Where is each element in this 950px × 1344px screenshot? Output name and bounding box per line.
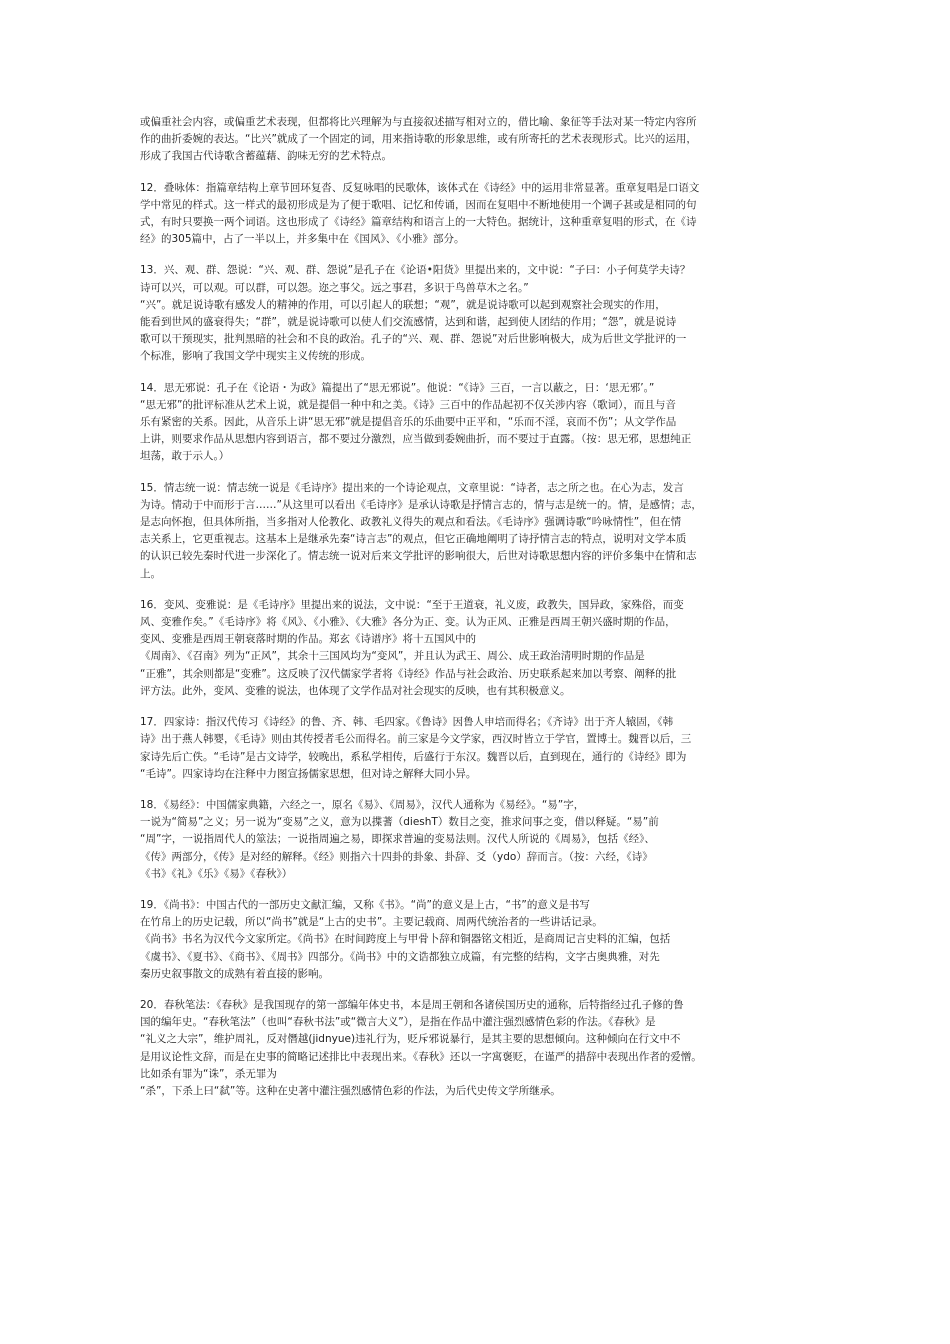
text-line: 18．《易经》：中国儒家典籍，六经之一，原名《易》、《周易》，汉代人通称为《易经》。“易”字， <box>140 798 585 811</box>
text-line: 上讲，则要求作品从思想内容到语言，都不要过分激烈，应当做到委婉曲折，而不要过于直露。（按：思无邪，思想纯正 <box>140 433 692 446</box>
text-line: 坦荡，敢于示人。） <box>140 450 230 463</box>
text-line: 评方法。此外，变风、变雅的说法，也体现了文学作品对社会现实的反映，也有其积极意义。 <box>140 684 571 697</box>
text-line: 家诗先后亡佚。“毛诗”是古文诗学，较晚出，系私学相传，后盛行于东汉。魏晋以后，直到现在，通行的《诗经》即为 <box>140 750 687 763</box>
text-line: 秦历史叙事散文的成熟有着直接的影响。 <box>140 967 329 980</box>
paragraph <box>140 997 830 1100</box>
text-line: 16．变风、变雅说：是《毛诗序》里提出来的说法，文中说：“至于王道衰，礼义废，政教失，国异政，家殊俗，而变 <box>140 598 684 611</box>
text-line: 上。 <box>140 567 161 580</box>
paragraph <box>140 897 830 983</box>
text-line: “周”字，一说指周代人的筮法；一说指周遍之易，即探求普遍的变易法则。汉代人所说的《周易》，包括《经》、 <box>140 833 655 846</box>
text-line: 15．情志统一说：情志统一说是《毛诗序》提出来的一个诗论观点，文章里说：“诗者，志之所之也。在心为志，发言 <box>140 481 684 494</box>
text-line: 学中常见的样式。这一样式的最初形成是为了便于歌唱、记忆和传诵，因而在复唱中不断地使用一个调子甚或是相同的句 <box>140 198 697 211</box>
text-line: “思无邪”的批评标准从艺术上说，就是提倡一种中和之美。《诗》三百中的作品起初不仅关涉内容（歌词），而且与音 <box>140 398 676 411</box>
text-line: 14．思无邪说：孔子在《论语・为政》篇提出了“思无邪说”。他说：“《诗》三百，一言以蔽之，日：‘思无邪’。” <box>140 381 655 394</box>
paragraph <box>140 180 830 249</box>
text-line: 的认识已较先秦时代进一步深化了。情志统一说对后来文学批评的影响很大，后世对诗歌思想内容的评价多集中在情和志 <box>140 550 697 563</box>
paragraph <box>140 380 830 466</box>
paragraph <box>140 262 830 365</box>
text-line: 乐有紧密的关系。因此，从音乐上讲“思无邪”就是提倡音乐的乐曲要中正平和，“乐而不淫，哀而不伤”；从文学作品 <box>140 416 677 429</box>
text-line: 一说为“简易”之义；另一说为“变易”之义，意为以揲蓍（dieshT）数目之变，推求问事之变，借以释疑。“易”前 <box>140 816 659 829</box>
text-line: 或偏重社会内容，或偏重艺术表现，但都将比兴理解为与直接叙述描写相对立的，借比喻、象征等手法对某一特定内容所 <box>140 116 697 128</box>
text-line: 形成了我国古代诗歌含蓄蕴藉、韵味无穷的艺术特点。 <box>140 150 392 163</box>
text-line: 《尚书》书名为汉代今文家所定。《尚书》在时间跨度上与甲骨卜辞和铜器铭文相近，是商周记言史料的汇编，包括 <box>140 933 671 946</box>
text-line: 《虞书》、《夏书》、《商书》、《周书》四部分。《尚书》中的文诰都独立成篇，有完整的结构，文字古奥典雅，对先 <box>140 950 660 963</box>
text-line: 能看到世风的盛衰得失；“群”，就是说诗歌可以使人们交流感情，达到和谐，起到使人团结的作用；“怨”，就是说诗 <box>140 316 677 329</box>
paragraph <box>140 480 830 583</box>
text-line: 志关系上，它更重视志。这基本上是继承先秦“诗言志”的观点，但它正确地阐明了诗抒情言志的特点，说明对文学本质 <box>140 533 687 546</box>
text-line: 《周南》、《召南》列为“正风”，其余十三国风均为“变风”，并且认为武王、周公、成王政治清明时期的作品是 <box>140 650 645 663</box>
text-line: 12．叠咏体：指篇章结构上章节回环复沓、反复咏唱的民歌体，该体式在《诗经》中的运用非常显著。重章复唱是口语文 <box>140 181 700 194</box>
text-line: “兴”。就足说诗歌有感发人的精神的作用，可以引起人的联想；“观”，就是说诗歌可以起到观察社会现实的作用， <box>140 298 666 311</box>
text-line: 诗可以兴，可以观。可以群，可以怨。迩之事父。远之事君，多识于鸟兽草木之名。” <box>140 281 529 294</box>
paragraph <box>140 714 830 783</box>
document-page <box>140 114 830 1114</box>
text-line: 17．四家诗：指汉代传习《诗经》的鲁、齐、韩、毛四家。《鲁诗》因鲁人申培而得名；《齐诗》出于齐人辕固，《韩 <box>140 716 674 729</box>
text-line: 《书》《礼》《乐》《易》《春秋》） <box>140 867 293 880</box>
text-line: 国的编年史。“春秋笔法”（也叫“春秋书法”或“微言大义”），是指在作品中灌注强烈感情色彩的作法。《春秋》是 <box>140 1016 656 1029</box>
text-line: 20．春秋笔法：《春秋》是我国现存的第一部编年体史书，本是周王朝和各诸侯国历史的通称，后特指经过孔子修的鲁 <box>140 998 684 1011</box>
text-line: 诗》出于燕人韩婴，《毛诗》则由其传授者毛公而得名。前三家是今文学家，西汉时皆立于学官，置博士。魏晋以后，三 <box>140 733 692 746</box>
text-line: 经》的305篇中，占了一半以上，并多集中在《国风》、《小雅》部分。 <box>140 233 465 246</box>
text-line: 比如杀有罪为“诛”，杀无罪为 <box>140 1067 277 1080</box>
text-line: 在竹帛上的历史记载，所以“尚书”就是“上古的史书”。主要记载商、周两代统治者的一些讲话记录。 <box>140 916 603 929</box>
text-line: 个标准，影响了我国文学中现实主义传统的形成。 <box>140 350 371 363</box>
text-line: 风、变雅作矣。”《毛诗序》将《风》、《小雅》、《大雅》各分为正、变。认为正风、正雅是西周王朝兴盛时期的作品， <box>140 616 676 629</box>
paragraph <box>140 597 830 700</box>
text-line: 为诗。情动于中而形于言……”从这里可以看出《毛诗序》是承认诗歌是抒情言志的，情与志是统一的。情，是感情；志， <box>140 498 702 511</box>
text-line: “杀”，下杀上曰“弑”等。这种在史著中灌注强烈感情色彩的作法，为后代史传文学所继承。 <box>140 1084 561 1097</box>
text-line: 式，有时只要换一两个词语。这也形成了《诗经》篇章结构和语言上的一大特色。据统计，这种重章复唱的形式，在《诗 <box>140 216 697 229</box>
text-line: 是志向怀抱，但具体所指，当多指对人伦教化、政教礼义得失的观点和看法。《毛诗序》强调诗歌“吟咏情性”，但在情 <box>140 516 682 529</box>
text-line: “礼义之大宗”，维护周礼，反对僭越(jidnyue)违礼行为，贬斥邪说暴行，是其主要的思想倾向。这种倾向在行文中不 <box>140 1033 681 1046</box>
text-line: 13．兴、观、群、怨说：“兴、观、群、怨说”是孔子在《论语•阳货》里提出来的，文中说：“子曰：小子何莫学夫诗？ <box>140 264 691 277</box>
text-line: “正雅”，其余则都是“变雅”。这反映了汉代儒家学者将《诗经》作品与社会政治、历史联系起来加以考察、阐释的批 <box>140 667 677 680</box>
text-line: 变风、变雅是西周王朝衰落时期的作品。郑玄《诗谱序》将十五国风中的 <box>140 633 476 646</box>
paragraph <box>140 114 830 166</box>
paragraph <box>140 797 830 883</box>
text-line: “毛诗”。四家诗均在注释中力图宣扬儒家思想，但对诗之解释大同小异。 <box>140 767 477 780</box>
text-line: 歌可以干预现实，批判黑暗的社会和不良的政治。孔子的“兴、观、群、怨说”对后世影响极大，成为后世文学批评的一 <box>140 333 687 346</box>
text-line: 是用议论性文辞，而是在史事的简略记述排比中表现出来。《春秋》还以一字寓褒贬，在谨严的措辞中表现出作者的爱憎。 <box>140 1050 702 1063</box>
text-line: 《传》两部分，《传》是对经的解释。《经》则指六十四卦的卦象、卦辞、爻（ydo）辞而言。（按：六经，《诗》 <box>140 850 653 863</box>
text-line: 19．《尚书》：中国古代的一部历史文献汇编，又称《书》。“尚”的意义是上古，“书”的意义是书写 <box>140 898 590 911</box>
text-line: 作的曲折委婉的表达。“比兴”就成了一个固定的词，用来指诗歌的形象思维，或有所寄托的艺术表现形式。比兴的运用， <box>140 133 697 146</box>
